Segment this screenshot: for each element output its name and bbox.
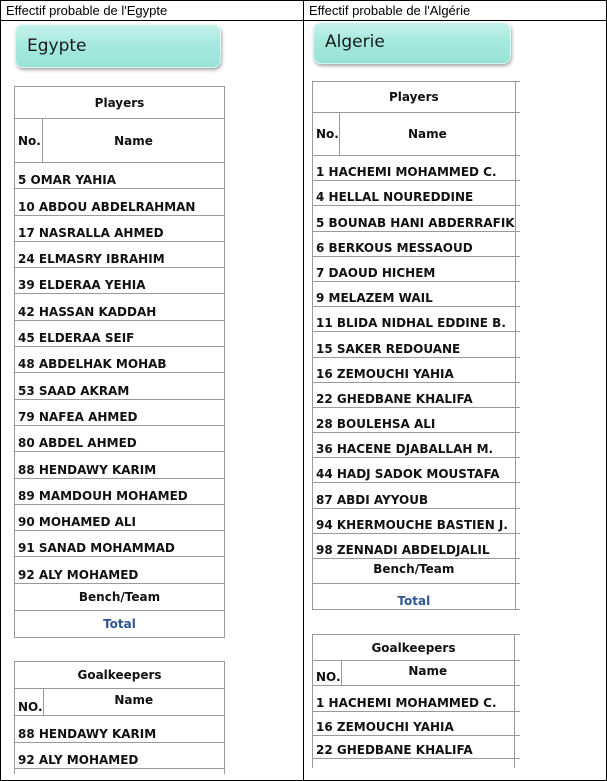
col-name-header: Name [42, 119, 224, 163]
cut-off-column [515, 181, 520, 206]
cut-off-column [515, 584, 520, 610]
col-no-header: No. [15, 119, 43, 163]
algeria-goalkeepers-table [312, 634, 520, 768]
table-row [15, 320, 225, 346]
cut-off-column [514, 759, 520, 768]
player-name-cell: 5 OMAR YAHIA [15, 163, 225, 189]
player-name-cell: 92 ALY MOHAMED [15, 742, 225, 769]
table-row [15, 425, 225, 451]
player-name-cell: 10 ABDOU ABDELRAHMAN [15, 189, 225, 215]
bench-team-row: Bench/Team [15, 583, 225, 610]
player-name-cell: 1 HACHEMI MOHAMMED C. [313, 686, 515, 712]
cut-off-column [515, 458, 520, 483]
player-name-cell: 88 HENDAWY KARIM [15, 452, 225, 478]
table-row [15, 163, 225, 189]
player-name-cell: 87 ABDI AYYOUB [313, 483, 516, 508]
cut-off-row [15, 769, 225, 774]
table-row [313, 483, 521, 508]
col-no-header: NO. [15, 689, 44, 716]
table-row [15, 557, 225, 583]
player-name-cell: 48 ABDELHAK MOHAB [15, 347, 225, 373]
player-name-cell: 98 ZENNADI ABDELDJALIL [313, 533, 516, 558]
table-row [15, 742, 225, 769]
cut-off-column [514, 635, 520, 661]
cut-off-column [514, 736, 520, 759]
table-row [313, 686, 521, 712]
player-name-cell: 45 ELDERAA SEIF [15, 320, 225, 346]
col-no-header: No. [313, 113, 340, 156]
player-name-cell: 90 MOHAMED ALI [15, 504, 225, 530]
col-name-header: Name [341, 661, 514, 686]
egypt-goalkeepers-table [14, 661, 225, 774]
players-header: Players [15, 87, 225, 119]
player-name-cell: 24 ELMASRY IBRAHIM [15, 241, 225, 267]
table-row [313, 357, 521, 382]
cut-off-column [515, 483, 520, 508]
egypt-team-button: Egypte [15, 24, 221, 68]
player-name-cell: 91 SANAD MOHAMMAD [15, 531, 225, 557]
egypt-column-title: Effectif probable de l'Egypte [6, 3, 168, 18]
cut-off-column [515, 231, 520, 256]
player-name-cell: 39 ELDERAA YEHIA [15, 268, 225, 294]
goalkeepers-header: Goalkeepers [313, 635, 515, 661]
table-row [313, 533, 521, 558]
table-row [313, 382, 521, 407]
cut-off-column [515, 206, 520, 231]
cut-off-row [313, 759, 515, 768]
table-row [313, 156, 521, 181]
table-row [15, 373, 225, 399]
cut-off-column [515, 82, 520, 113]
col-name-header: Name [340, 113, 516, 156]
cut-off-column [515, 332, 520, 357]
cut-off-column [514, 712, 520, 736]
player-name-cell: 15 SAKER REDOUANE [313, 332, 516, 357]
cut-off-column [515, 156, 520, 181]
player-name-cell: 7 DAOUD HICHEM [313, 256, 516, 281]
player-name-cell: 17 NASRALLA AHMED [15, 215, 225, 241]
total-row: Total [15, 610, 225, 637]
table-row [15, 347, 225, 373]
player-name-cell: 89 MAMDOUH MOHAMED [15, 478, 225, 504]
cut-off-column [515, 357, 520, 382]
player-name-cell: 22 GHEDBANE KHALIFA [313, 736, 515, 759]
player-name-cell: 1 HACHEMI MOHAMMED C. [313, 156, 516, 181]
player-name-cell: 5 BOUNAB HANI ABDERRAFIK [313, 206, 516, 231]
col-no-header: NO. [313, 661, 342, 686]
table-row [15, 478, 225, 504]
cut-off-column [515, 281, 520, 306]
goalkeepers-header: Goalkeepers [15, 662, 225, 689]
cut-off-column [515, 508, 520, 533]
table-row [313, 508, 521, 533]
column-divider [303, 0, 304, 781]
header-divider [0, 20, 607, 21]
players-header: Players [313, 82, 516, 113]
table-row [313, 712, 521, 736]
table-row [15, 716, 225, 743]
player-name-cell: 4 HELLAL NOUREDDINE [313, 181, 516, 206]
algeria-column-title: Effectif probable de l'Algérie [309, 3, 471, 18]
player-name-cell: 36 HACENE DJABALLAH M. [313, 433, 516, 458]
player-name-cell: 88 HENDAWY KARIM [15, 716, 225, 743]
algeria-players-table [312, 81, 520, 610]
cut-off-column [515, 559, 520, 584]
egypt-players-table [14, 86, 225, 638]
cut-off-column [515, 256, 520, 281]
player-name-cell: 16 ZEMOUCHI YAHIA [313, 357, 516, 382]
table-row [15, 399, 225, 425]
bench-team-row: Bench/Team [313, 559, 516, 584]
table-row [313, 307, 521, 332]
col-name-header: Name [43, 689, 224, 716]
table-row [313, 407, 521, 432]
table-row [313, 181, 521, 206]
player-name-cell: 53 SAAD AKRAM [15, 373, 225, 399]
player-name-cell: 42 HASSAN KADDAH [15, 294, 225, 320]
cut-off-column [515, 533, 520, 558]
player-name-cell: 11 BLIDA NIDHAL EDDINE B. [313, 307, 516, 332]
cut-off-column [515, 382, 520, 407]
player-name-cell: 80 ABDEL AHMED [15, 425, 225, 451]
cut-off-column [514, 686, 520, 712]
player-name-cell: 92 ALY MOHAMED [15, 557, 225, 583]
player-name-cell: 44 HADJ SADOK MOUSTAFA [313, 458, 516, 483]
cut-off-column [514, 661, 520, 686]
table-row [313, 433, 521, 458]
table-row [313, 458, 521, 483]
player-name-cell: 6 BERKOUS MESSAOUD [313, 231, 516, 256]
table-row [15, 241, 225, 267]
table-row [15, 268, 225, 294]
player-name-cell: 22 GHEDBANE KHALIFA [313, 382, 516, 407]
cut-off-column [515, 307, 520, 332]
table-row [15, 452, 225, 478]
player-name-cell: 9 MELAZEM WAIL [313, 281, 516, 306]
table-row [313, 206, 521, 231]
table-row [15, 215, 225, 241]
total-row: Total [313, 584, 516, 610]
table-row [313, 736, 521, 759]
player-name-cell: 94 KHERMOUCHE BASTIEN J. [313, 508, 516, 533]
table-row [15, 189, 225, 215]
player-name-cell: 28 BOULEHSA ALI [313, 407, 516, 432]
table-row [15, 504, 225, 530]
table-row [313, 256, 521, 281]
cut-off-column [515, 113, 520, 156]
cut-off-column [515, 433, 520, 458]
table-row [313, 231, 521, 256]
algeria-team-button: Algerie [313, 22, 511, 64]
table-row [313, 281, 521, 306]
table-row [15, 531, 225, 557]
table-row [15, 294, 225, 320]
player-name-cell: 79 NAFEA AHMED [15, 399, 225, 425]
table-row [313, 332, 521, 357]
cut-off-column [515, 407, 520, 432]
player-name-cell: 16 ZEMOUCHI YAHIA [313, 712, 515, 736]
